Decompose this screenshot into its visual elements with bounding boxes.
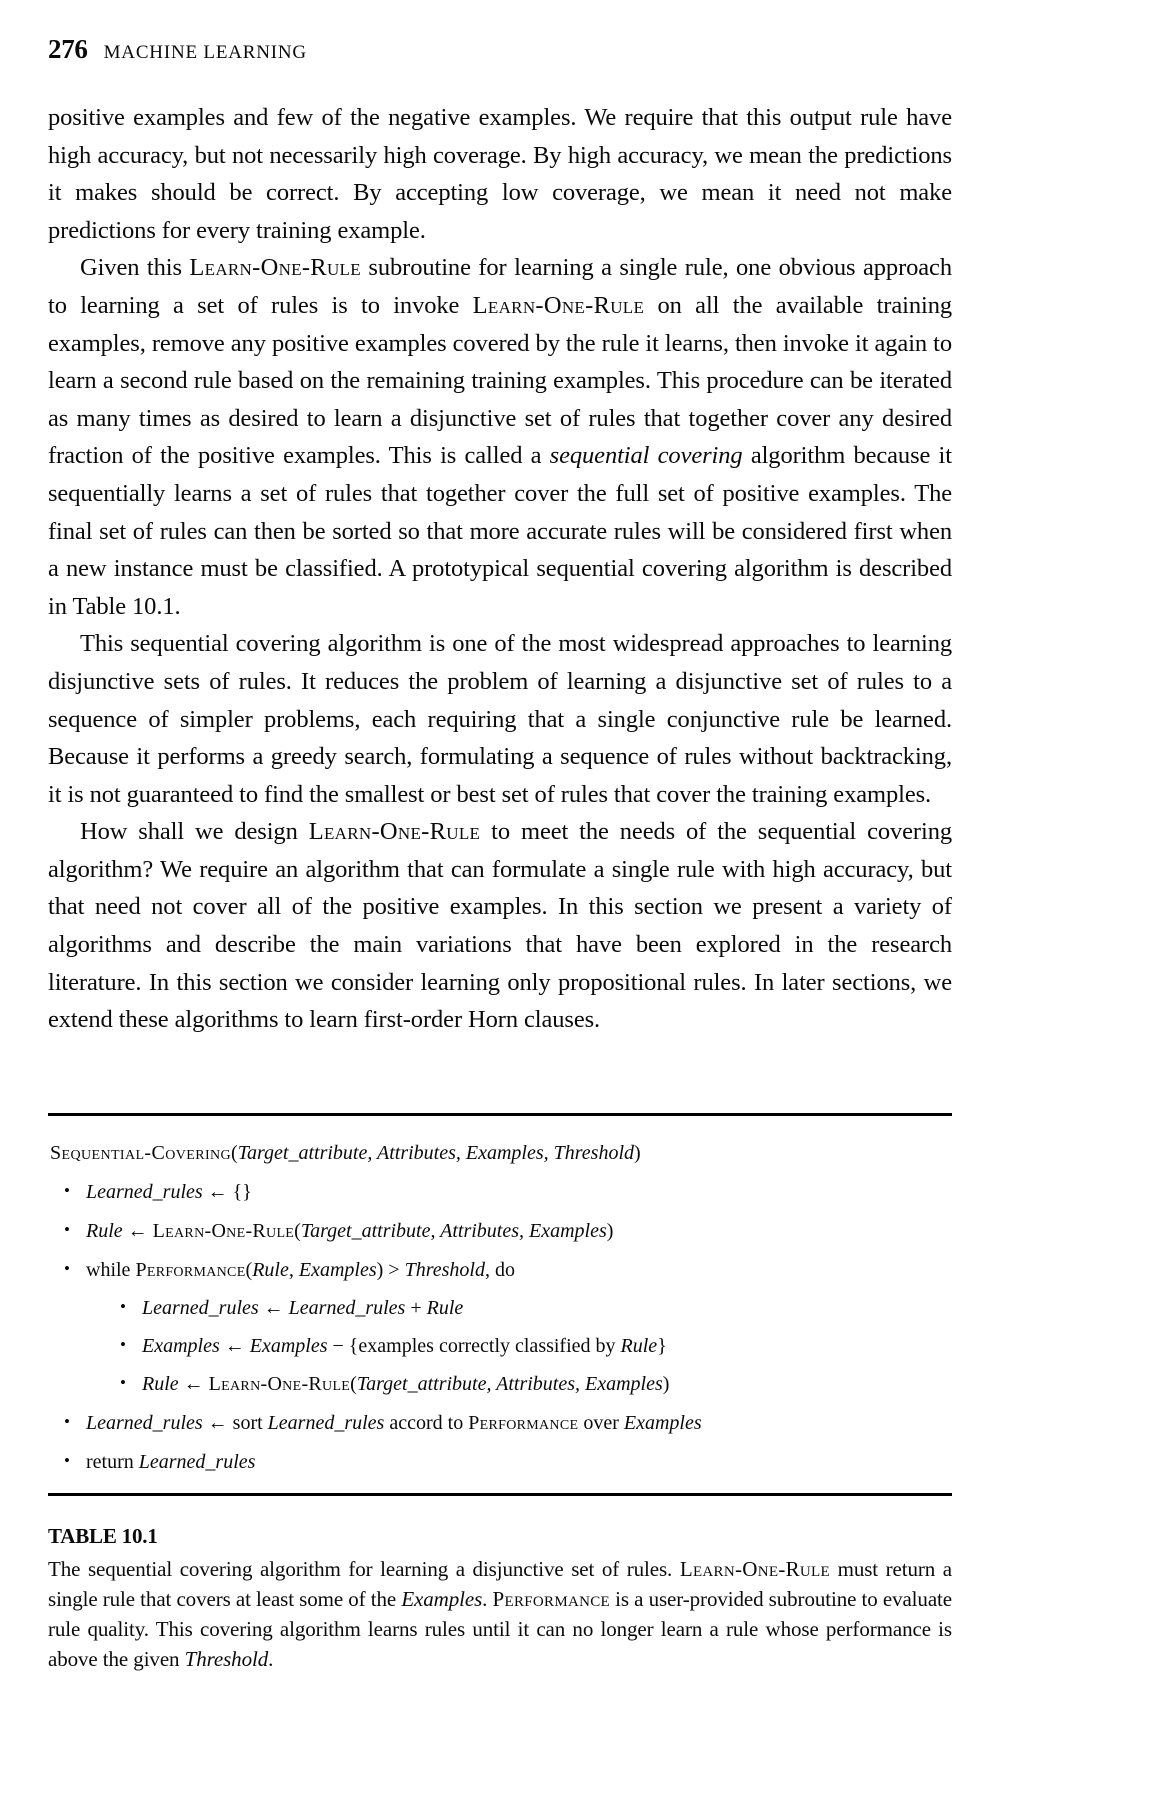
smallcaps-run: Learn-One-Rule xyxy=(472,291,645,319)
text-run: ← xyxy=(258,1296,289,1319)
text-run: ← sort xyxy=(202,1411,268,1434)
text-run: This sequential covering algorithm is one of the most widespread approaches to learning disjunctive sets of rules. It reduces the problem of learning a disjunctive set of rules to a sequence of simpler problems, each requiring that a single conjunctive rule be learned. Because it performs a greedy search, formulating a sequence of rules without backtracking, it is not guaranteed to find the smallest or best set of rules that cover the training examples. xyxy=(48,630,952,808)
italic-run: Rule, Examples xyxy=(252,1258,377,1281)
smallcaps-run: Performance xyxy=(468,1411,579,1434)
italic-run: Learned_rules xyxy=(86,1180,203,1203)
text-run: ( xyxy=(350,1372,357,1395)
algorithm-body xyxy=(48,1116,952,1493)
text-run: + xyxy=(405,1296,427,1319)
text-run: ( xyxy=(294,1219,301,1242)
algorithm-substep xyxy=(116,1369,952,1399)
body-paragraph xyxy=(48,99,952,249)
smallcaps-run: Learn-One-Rule xyxy=(208,1372,351,1395)
italic-run: Examples xyxy=(249,1334,328,1357)
text-run: ← xyxy=(178,1372,209,1395)
body-paragraph xyxy=(48,813,952,1039)
smallcaps-run: Learn-One-Rule xyxy=(679,1556,830,1581)
italic-run: Threshold xyxy=(184,1646,269,1671)
italic-run: Target_attribute, Attributes, Examples, Threshold xyxy=(237,1141,635,1164)
text-run: . xyxy=(482,1586,493,1611)
text-run: over xyxy=(578,1411,624,1434)
text-run: − {examples correctly classified by xyxy=(327,1334,621,1357)
italic-run: Target_attribute, Attributes, Examples xyxy=(356,1372,663,1395)
algorithm-table xyxy=(48,1113,952,1496)
text-run: return xyxy=(86,1450,139,1473)
body-text xyxy=(48,99,952,1039)
running-head xyxy=(48,34,952,65)
italic-run: Learned_rules xyxy=(86,1411,203,1434)
algorithm-signature xyxy=(50,1138,952,1168)
italic-run: Learned_rules xyxy=(138,1450,256,1473)
text-run: while xyxy=(86,1258,136,1281)
text-run: } xyxy=(657,1334,667,1357)
text-run: ( xyxy=(245,1258,253,1281)
algorithm-step xyxy=(58,1447,952,1477)
text-run: How shall we design xyxy=(80,818,309,846)
text-run: ( xyxy=(231,1141,238,1164)
text-run: positive examples and few of the negative examples. We require that this output rule have high accuracy, but not necessarily high coverage. By high accuracy, we mean the predictions it makes should be correct. By accepting low coverage, we mean it need not make predictions for every training example. xyxy=(48,104,952,244)
smallcaps-run: Learn-One-Rule xyxy=(189,254,361,282)
text-run: algorithm because it sequentially learns a set of rules that together cover the full set of positive examples. The final set of rules can then be sorted so that more accurate rules will be considered first when a new instance must be classified. A prototypical sequential covering algorithm is described in Table 10.1. xyxy=(48,442,952,620)
text-run: ← {} xyxy=(202,1180,252,1203)
body-paragraph xyxy=(48,625,952,813)
body-paragraph xyxy=(48,249,952,625)
italic-run: Examples xyxy=(142,1334,220,1357)
italic-run: Learned_rules xyxy=(142,1296,259,1319)
smallcaps-run: Performance xyxy=(135,1258,246,1281)
table-caption xyxy=(48,1522,952,1674)
page-number: 276 xyxy=(48,34,88,64)
algorithm-step xyxy=(58,1216,952,1246)
text-run: Given this xyxy=(80,254,190,282)
page-content xyxy=(48,34,952,1674)
text-run: is a user-provided subroutine to evaluate rule quality. This covering algorithm learns rules until it can no longer learn a rule whose performance is above the given xyxy=(48,1586,952,1671)
text-run: accord to xyxy=(384,1411,469,1434)
italic-run: Rule xyxy=(142,1372,179,1395)
text-run: must return a single rule that covers at least some of the xyxy=(48,1556,952,1611)
text-run: ) xyxy=(606,1219,614,1242)
algorithm-step xyxy=(58,1177,952,1207)
smallcaps-run: Learn-One-Rule xyxy=(152,1219,295,1242)
italic-run: sequential covering xyxy=(549,442,743,470)
algorithm-steps xyxy=(48,1177,952,1477)
italic-run: Learned_rules xyxy=(267,1411,385,1434)
italic-run: Rule xyxy=(426,1296,464,1319)
italic-run: Rule xyxy=(620,1334,658,1357)
text-run: ← xyxy=(219,1334,250,1357)
text-run: to meet the needs of the sequential covering algorithm? We require an algorithm that can formulate a single rule with high accuracy, but that need not cover all of the positive examples. In this section we present a variety of algorithms and describe the main variations that have been explored in the research literature. In this section we consider learning only propositional rules. In later sections, we extend these algorithms to learn first-order Horn clauses. xyxy=(48,818,952,1034)
italic-run: Threshold xyxy=(404,1258,485,1281)
text-run: ) xyxy=(634,1141,641,1164)
algorithm-step xyxy=(58,1255,952,1285)
caption-label: TABLE 10.1 xyxy=(48,1523,158,1548)
book-title: MACHINE LEARNING xyxy=(103,42,307,63)
algorithm-substep xyxy=(116,1331,952,1361)
text-run: ) xyxy=(662,1372,670,1395)
caption-text xyxy=(48,1554,952,1674)
algorithm-substep xyxy=(116,1293,952,1323)
italic-run: Examples xyxy=(401,1586,483,1611)
italic-run: Learned_rules xyxy=(288,1296,406,1319)
algorithm-step xyxy=(58,1408,952,1438)
table-bottom-rule xyxy=(48,1493,952,1496)
smallcaps-run: Performance xyxy=(492,1586,610,1611)
text-run: . xyxy=(268,1646,274,1671)
text-run: The sequential covering algorithm for learning a disjunctive set of rules. xyxy=(48,1556,680,1581)
smallcaps-run: Learn-One-Rule xyxy=(308,818,481,846)
algorithm-substeps xyxy=(48,1293,952,1399)
text-run: ← xyxy=(122,1219,153,1242)
text-run: , do xyxy=(484,1258,515,1281)
smallcaps-run: Sequential-Covering xyxy=(50,1141,232,1164)
algorithm-substep-group xyxy=(48,1293,952,1399)
italic-run: Target_attribute, Attributes, Examples xyxy=(300,1219,607,1242)
italic-run: Examples xyxy=(623,1411,702,1434)
text-run: subroutine for learning a single rule, one obvious approach to learning a set of rules is to invoke xyxy=(48,254,952,319)
italic-run: Rule xyxy=(86,1219,123,1242)
text-run: on all the available training examples, remove any positive examples covered by the rule it learns, then invoke it again to learn a second rule based on the remaining training examples. This procedure can be iterated as many times as desired to learn a disjunctive set of rules that together cover any desired fraction of the positive examples. This is called a xyxy=(48,291,953,470)
text-run: ) > xyxy=(376,1258,405,1281)
